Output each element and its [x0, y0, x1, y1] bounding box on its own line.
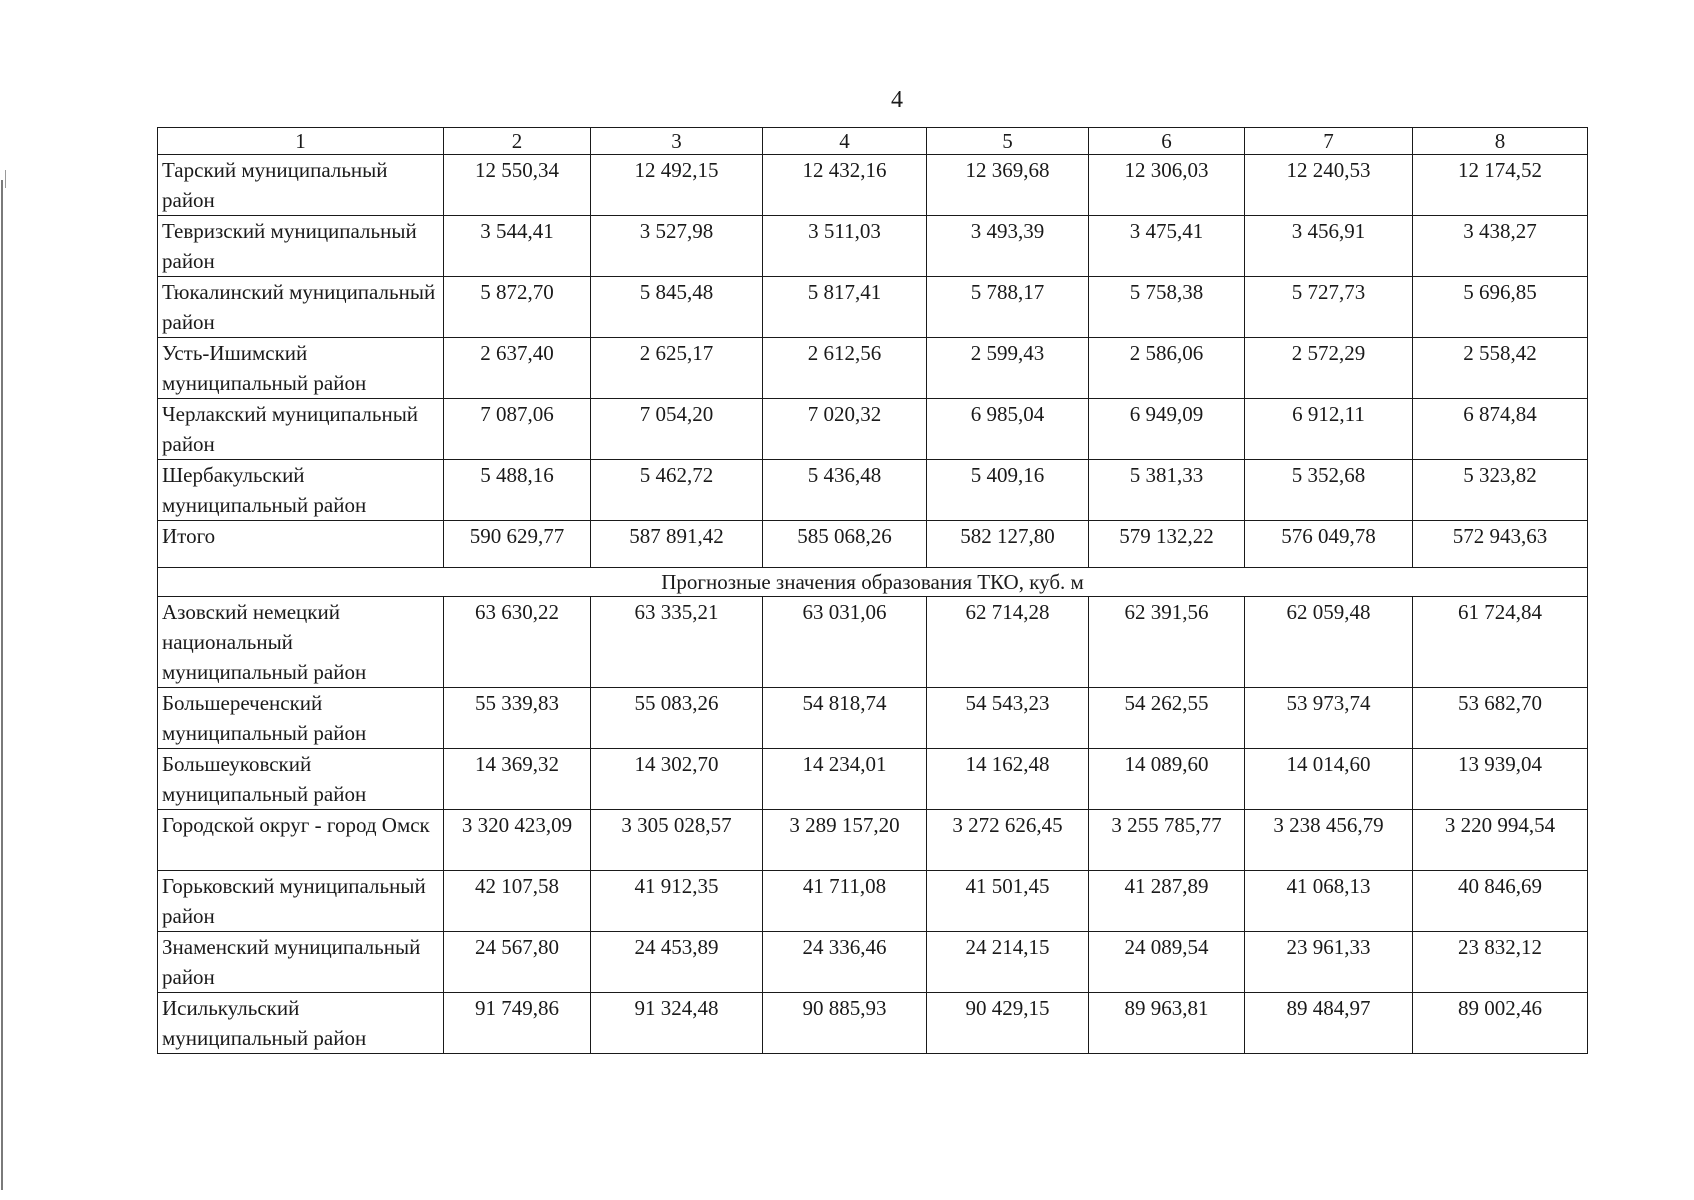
district-name: Тевризский муниципальный район	[158, 216, 444, 277]
column-number: 6	[1089, 128, 1245, 155]
value-cell: 3 320 423,09	[444, 810, 591, 871]
value-cell: 3 511,03	[763, 216, 927, 277]
column-number: 1	[158, 128, 444, 155]
value-cell: 3 220 994,54	[1413, 810, 1588, 871]
total-value: 587 891,42	[591, 521, 763, 568]
value-cell: 12 492,15	[591, 155, 763, 216]
value-cell: 41 287,89	[1089, 871, 1245, 932]
district-name: Знаменский муниципальный район	[158, 932, 444, 993]
district-name: Городской округ - город Омск	[158, 810, 444, 871]
value-cell: 5 436,48	[763, 460, 927, 521]
value-cell: 12 432,16	[763, 155, 927, 216]
section-heading-row	[158, 568, 1588, 597]
value-cell: 54 543,23	[927, 688, 1089, 749]
value-cell: 90 429,15	[927, 993, 1089, 1054]
total-value: 590 629,77	[444, 521, 591, 568]
value-cell: 41 501,45	[927, 871, 1089, 932]
value-cell: 3 493,39	[927, 216, 1089, 277]
value-cell: 2 558,42	[1413, 338, 1588, 399]
table-row	[158, 216, 1588, 277]
value-cell: 13 939,04	[1413, 749, 1588, 810]
total-value: 585 068,26	[763, 521, 927, 568]
total-row	[158, 521, 1588, 568]
value-cell: 7 020,32	[763, 399, 927, 460]
column-number: 7	[1245, 128, 1413, 155]
value-cell: 3 272 626,45	[927, 810, 1089, 871]
value-cell: 3 475,41	[1089, 216, 1245, 277]
value-cell: 63 630,22	[444, 597, 591, 688]
table-row	[158, 993, 1588, 1054]
district-name: Большеуковский муниципальный район	[158, 749, 444, 810]
column-number: 5	[927, 128, 1089, 155]
value-cell: 62 391,56	[1089, 597, 1245, 688]
value-cell: 62 714,28	[927, 597, 1089, 688]
value-cell: 5 488,16	[444, 460, 591, 521]
value-cell: 5 462,72	[591, 460, 763, 521]
value-cell: 91 749,86	[444, 993, 591, 1054]
value-cell: 63 031,06	[763, 597, 927, 688]
value-cell: 24 336,46	[763, 932, 927, 993]
value-cell: 24 214,15	[927, 932, 1089, 993]
table-row	[158, 597, 1588, 688]
scan-tick-mark	[5, 170, 6, 188]
value-cell: 12 550,34	[444, 155, 591, 216]
forecast-table	[157, 127, 1588, 1054]
value-cell: 14 302,70	[591, 749, 763, 810]
value-cell: 5 817,41	[763, 277, 927, 338]
district-name: Большереченский муниципальный район	[158, 688, 444, 749]
value-cell: 54 818,74	[763, 688, 927, 749]
value-cell: 62 059,48	[1245, 597, 1413, 688]
table-row	[158, 688, 1588, 749]
value-cell: 6 912,11	[1245, 399, 1413, 460]
value-cell: 41 912,35	[591, 871, 763, 932]
column-number: 4	[763, 128, 927, 155]
value-cell: 5 409,16	[927, 460, 1089, 521]
table-row	[158, 399, 1588, 460]
value-cell: 90 885,93	[763, 993, 927, 1054]
district-name: Горьковский муниципальный район	[158, 871, 444, 932]
value-cell: 3 238 456,79	[1245, 810, 1413, 871]
value-cell: 7 054,20	[591, 399, 763, 460]
value-cell: 2 612,56	[763, 338, 927, 399]
total-value: 572 943,63	[1413, 521, 1588, 568]
value-cell: 14 162,48	[927, 749, 1089, 810]
value-cell: 5 758,38	[1089, 277, 1245, 338]
table-row	[158, 277, 1588, 338]
value-cell: 24 453,89	[591, 932, 763, 993]
district-name: Исилькульский муниципальный район	[158, 993, 444, 1054]
value-cell: 24 089,54	[1089, 932, 1245, 993]
table-row	[158, 460, 1588, 521]
section-heading: Прогнозные значения образования ТКО, куб. м	[158, 568, 1588, 597]
column-number: 8	[1413, 128, 1588, 155]
value-cell: 2 625,17	[591, 338, 763, 399]
value-cell: 55 339,83	[444, 688, 591, 749]
value-cell: 5 381,33	[1089, 460, 1245, 521]
value-cell: 3 305 028,57	[591, 810, 763, 871]
value-cell: 3 255 785,77	[1089, 810, 1245, 871]
value-cell: 3 544,41	[444, 216, 591, 277]
value-cell: 12 174,52	[1413, 155, 1588, 216]
value-cell: 5 727,73	[1245, 277, 1413, 338]
total-value: 576 049,78	[1245, 521, 1413, 568]
value-cell: 14 014,60	[1245, 749, 1413, 810]
district-name: Азовский немецкий национальный муниципальный район	[158, 597, 444, 688]
table-row	[158, 749, 1588, 810]
value-cell: 2 637,40	[444, 338, 591, 399]
value-cell: 41 711,08	[763, 871, 927, 932]
value-cell: 3 527,98	[591, 216, 763, 277]
value-cell: 2 586,06	[1089, 338, 1245, 399]
value-cell: 89 484,97	[1245, 993, 1413, 1054]
district-name: Черлакский муниципальный район	[158, 399, 444, 460]
total-label: Итого	[158, 521, 444, 568]
column-number: 3	[591, 128, 763, 155]
total-value: 579 132,22	[1089, 521, 1245, 568]
column-number-row	[158, 128, 1588, 155]
value-cell: 6 874,84	[1413, 399, 1588, 460]
district-name: Шербакульский муниципальный район	[158, 460, 444, 521]
value-cell: 12 306,03	[1089, 155, 1245, 216]
table-row	[158, 155, 1588, 216]
value-cell: 91 324,48	[591, 993, 763, 1054]
table-row	[158, 810, 1588, 871]
value-cell: 61 724,84	[1413, 597, 1588, 688]
district-name: Усть-Ишимский муниципальный район	[158, 338, 444, 399]
value-cell: 3 438,27	[1413, 216, 1588, 277]
value-cell: 12 369,68	[927, 155, 1089, 216]
district-name: Тюкалинский муниципальный район	[158, 277, 444, 338]
table-row	[158, 338, 1588, 399]
value-cell: 5 872,70	[444, 277, 591, 338]
column-number: 2	[444, 128, 591, 155]
value-cell: 5 788,17	[927, 277, 1089, 338]
value-cell: 5 845,48	[591, 277, 763, 338]
value-cell: 23 832,12	[1413, 932, 1588, 993]
value-cell: 63 335,21	[591, 597, 763, 688]
value-cell: 53 682,70	[1413, 688, 1588, 749]
total-value: 582 127,80	[927, 521, 1089, 568]
value-cell: 89 002,46	[1413, 993, 1588, 1054]
table-row	[158, 871, 1588, 932]
value-cell: 7 087,06	[444, 399, 591, 460]
value-cell: 53 973,74	[1245, 688, 1413, 749]
district-name: Тарский муниципальный район	[158, 155, 444, 216]
scan-edge-mark	[1, 180, 3, 1190]
table-row	[158, 932, 1588, 993]
value-cell: 54 262,55	[1089, 688, 1245, 749]
page-number: 4	[891, 87, 903, 113]
value-cell: 42 107,58	[444, 871, 591, 932]
value-cell: 5 352,68	[1245, 460, 1413, 521]
value-cell: 41 068,13	[1245, 871, 1413, 932]
value-cell: 89 963,81	[1089, 993, 1245, 1054]
value-cell: 3 456,91	[1245, 216, 1413, 277]
value-cell: 6 985,04	[927, 399, 1089, 460]
value-cell: 2 599,43	[927, 338, 1089, 399]
value-cell: 3 289 157,20	[763, 810, 927, 871]
value-cell: 6 949,09	[1089, 399, 1245, 460]
value-cell: 14 369,32	[444, 749, 591, 810]
value-cell: 5 696,85	[1413, 277, 1588, 338]
value-cell: 55 083,26	[591, 688, 763, 749]
value-cell: 5 323,82	[1413, 460, 1588, 521]
value-cell: 24 567,80	[444, 932, 591, 993]
value-cell: 23 961,33	[1245, 932, 1413, 993]
value-cell: 14 089,60	[1089, 749, 1245, 810]
value-cell: 2 572,29	[1245, 338, 1413, 399]
value-cell: 40 846,69	[1413, 871, 1588, 932]
value-cell: 14 234,01	[763, 749, 927, 810]
value-cell: 12 240,53	[1245, 155, 1413, 216]
